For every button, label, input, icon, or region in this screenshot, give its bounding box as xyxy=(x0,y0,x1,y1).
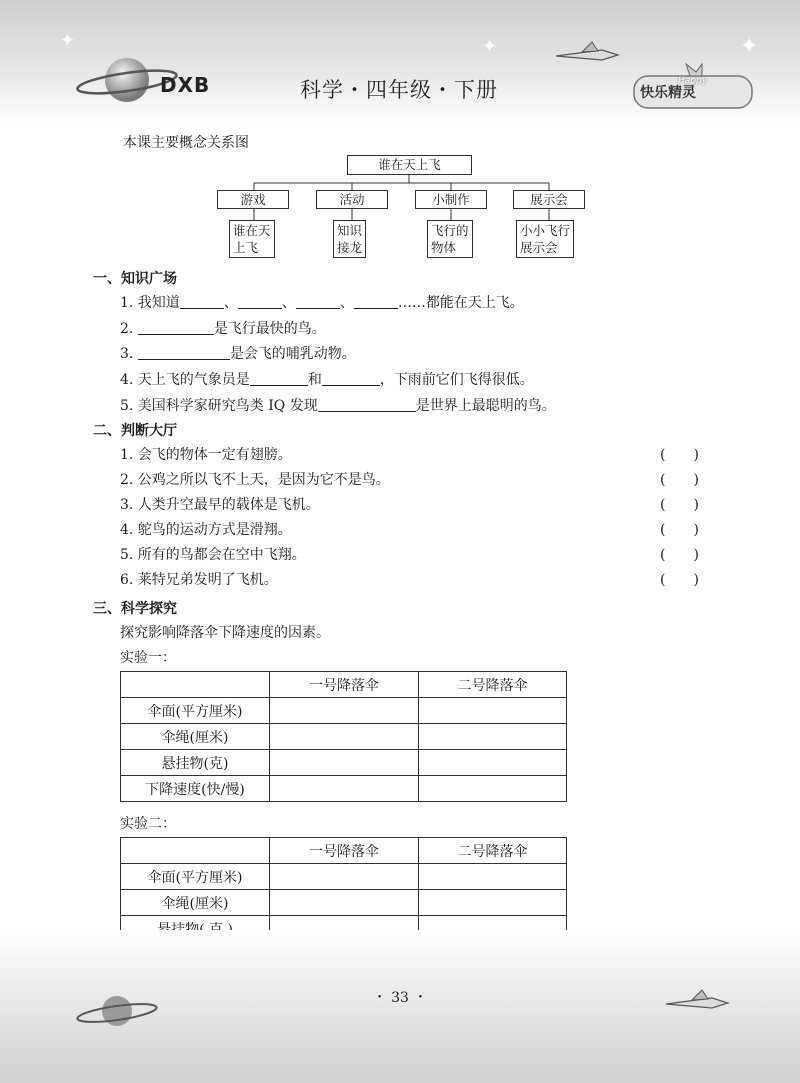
experiment-1-table xyxy=(120,671,567,802)
star-icon: ✦ xyxy=(740,34,759,59)
answer-cell[interactable] xyxy=(270,776,419,802)
q3-text: 是会飞的哺乳动物。 xyxy=(229,346,356,362)
table-row xyxy=(121,724,567,750)
table-header-cell xyxy=(121,672,270,698)
row-label: 伞绳(厘米) xyxy=(121,890,270,916)
table-row xyxy=(121,750,567,776)
leaf-line: 物体 xyxy=(431,240,457,255)
table-header-cell: 一号降落伞 xyxy=(270,838,419,864)
leaf-line: 接龙 xyxy=(337,240,363,255)
brand-logo: DXB xyxy=(160,73,211,97)
leaf-games xyxy=(229,220,275,258)
leaf-line: 展示会 xyxy=(520,240,558,255)
answer-blank[interactable] xyxy=(250,372,308,386)
experiment-1-label: 实验一： xyxy=(120,650,176,666)
answer-parentheses[interactable]: ( ) xyxy=(660,472,699,488)
book-title: 科学・四年级・下册 xyxy=(300,78,498,102)
table-header-cell xyxy=(121,838,270,864)
answer-cell[interactable] xyxy=(419,890,567,916)
table-header-cell: 二号降落伞 xyxy=(419,672,567,698)
row-label: 伞面(平方厘米) xyxy=(121,698,270,724)
table-row xyxy=(121,864,567,890)
answer-blank[interactable] xyxy=(318,398,416,412)
answer-parentheses[interactable]: ( ) xyxy=(660,547,699,563)
answer-cell[interactable] xyxy=(270,890,419,916)
answer-parentheses[interactable]: ( ) xyxy=(660,572,699,588)
answer-cell[interactable] xyxy=(419,864,567,890)
row-label: 下降速度(快/慢) xyxy=(121,776,270,802)
table-header-cell: 一号降落伞 xyxy=(270,672,419,698)
logo-text: 快乐精灵 xyxy=(640,85,696,101)
category-games: 游戏 xyxy=(217,190,289,209)
q1-sep: 、 xyxy=(339,295,354,311)
q2-num: 2. xyxy=(120,321,134,337)
answer-blank[interactable] xyxy=(296,295,340,309)
q2-text: 是飞行最快的鸟。 xyxy=(213,321,326,337)
answer-parentheses[interactable]: ( ) xyxy=(660,522,699,538)
q4-text-b: ，下雨前它们飞得很低。 xyxy=(379,372,534,388)
inquiry-intro: 探究影响降落伞下降速度的因素。 xyxy=(120,625,330,641)
concept-root: 谁在天上飞 xyxy=(347,155,472,175)
question-3 xyxy=(120,343,356,363)
judgment-item: 6. 莱特兄弟发明了飞机。 xyxy=(120,572,278,588)
answer-cell[interactable] xyxy=(419,750,567,776)
section-knowledge-title: 一、知识广场 xyxy=(93,271,177,287)
q5-text-b: 是世界上最聪明的鸟。 xyxy=(415,398,556,414)
leaf-exhibition xyxy=(516,220,574,258)
star-icon: ✦ xyxy=(482,36,498,57)
judgment-item: 4. 鸵鸟的运动方式是滑翔。 xyxy=(120,522,292,538)
q3-num: 3. xyxy=(120,346,134,362)
q1-text-b: ……都能在天上飞。 xyxy=(397,295,524,311)
judgment-item: 3. 人类升空最早的载体是飞机。 xyxy=(120,497,320,513)
q1-sep: 、 xyxy=(223,295,238,311)
page-number: ・ 33 ・ xyxy=(372,990,428,1006)
answer-blank[interactable] xyxy=(354,295,398,309)
row-label: 伞面(平方厘米) xyxy=(121,864,270,890)
category-activities: 活动 xyxy=(316,190,388,209)
leaf-line: 小小飞行 xyxy=(520,223,571,238)
question-1 xyxy=(120,292,524,312)
answer-blank[interactable] xyxy=(180,295,224,309)
answer-cell[interactable] xyxy=(270,750,419,776)
answer-blank[interactable] xyxy=(322,372,380,386)
table-header-row xyxy=(121,838,567,864)
concept-map-title: 本课主要概念关系图 xyxy=(123,135,249,151)
answer-parentheses[interactable]: ( ) xyxy=(660,447,699,463)
answer-blank[interactable] xyxy=(138,346,230,360)
q4-text-a: 4. 天上飞的气象员是 xyxy=(120,372,250,388)
answer-parentheses[interactable]: ( ) xyxy=(660,497,699,513)
q1-sep: 、 xyxy=(281,295,296,311)
q5-text-a: 5. 美国科学家研究鸟类 IQ 发现 xyxy=(120,398,318,414)
answer-cell[interactable] xyxy=(270,698,419,724)
answer-blank[interactable] xyxy=(138,321,214,335)
answer-cell[interactable] xyxy=(419,698,567,724)
leaf-activities xyxy=(333,220,366,258)
experiment-2-label: 实验二： xyxy=(120,816,176,832)
answer-cell[interactable] xyxy=(419,776,567,802)
answer-blank[interactable] xyxy=(238,295,282,309)
table-header-row xyxy=(121,672,567,698)
table-row xyxy=(121,698,567,724)
q4-mid: 和 xyxy=(307,372,322,388)
table-row xyxy=(121,776,567,802)
leaf-crafts xyxy=(427,220,473,258)
judgment-item: 2. 公鸡之所以飞不上天，是因为它不是鸟。 xyxy=(120,472,390,488)
leaf-line: 谁在天 xyxy=(233,223,271,238)
star-icon: ✦ xyxy=(60,30,76,51)
section-judgment-title: 二、判断大厅 xyxy=(93,423,177,439)
section-inquiry-title: 三、科学探究 xyxy=(93,601,177,617)
row-label: 悬挂物(克) xyxy=(121,750,270,776)
question-5 xyxy=(120,395,556,415)
answer-cell[interactable] xyxy=(419,724,567,750)
table-header-cell: 二号降落伞 xyxy=(419,838,567,864)
table-row xyxy=(121,890,567,916)
judgment-item: 5. 所有的鸟都会在空中飞翔。 xyxy=(120,547,306,563)
category-exhibition: 展示会 xyxy=(513,190,585,209)
leaf-line: 飞行的 xyxy=(431,223,469,238)
category-crafts: 小制作 xyxy=(415,190,487,209)
happy-elf-logo xyxy=(630,62,755,112)
row-label: 伞绳(厘米) xyxy=(121,724,270,750)
shuttle-icon xyxy=(552,40,622,70)
q1-text-a: 1. 我知道 xyxy=(120,295,180,311)
logo-en-text: Happy xyxy=(678,76,708,86)
answer-cell[interactable] xyxy=(270,724,419,750)
leaf-line: 上飞 xyxy=(233,240,259,255)
question-4 xyxy=(120,369,534,389)
judgment-item: 1. 会飞的物体一定有翅膀。 xyxy=(120,447,292,463)
answer-cell[interactable] xyxy=(270,864,419,890)
leaf-line: 知识 xyxy=(337,223,363,238)
question-2 xyxy=(120,318,326,338)
